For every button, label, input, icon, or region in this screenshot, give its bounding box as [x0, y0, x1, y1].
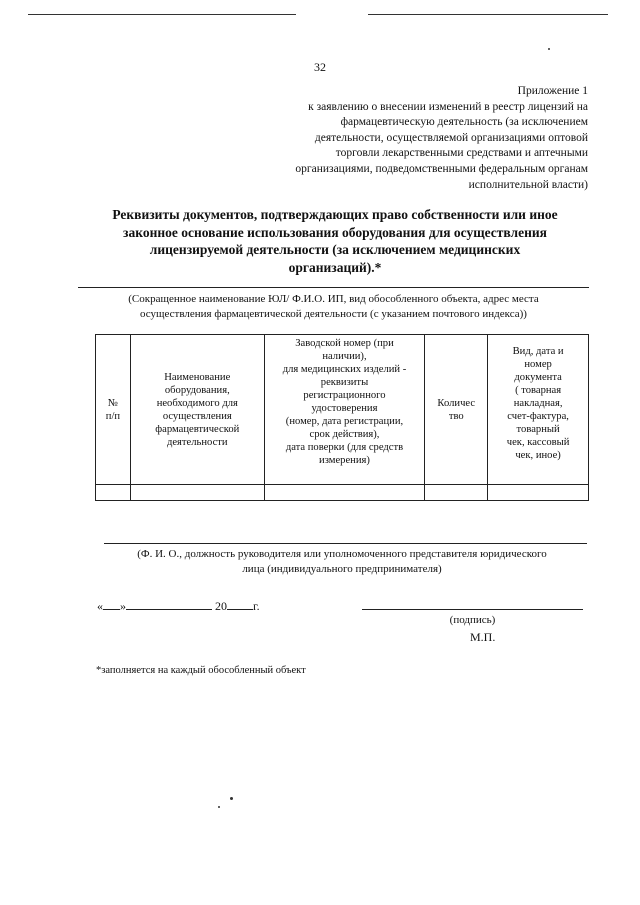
signatory-fill-line[interactable] — [104, 543, 587, 544]
document-title — [80, 206, 590, 276]
day-field[interactable] — [103, 596, 120, 610]
month-field[interactable] — [126, 596, 212, 610]
col-header-equipment-name: Наименование оборудования, необходимого для осуществления фармацевтической деятельности — [130, 335, 264, 485]
table-cell-quantity[interactable] — [425, 485, 488, 501]
col-header-quantity: Количес тво — [425, 335, 488, 485]
title-line: Реквизиты документов, подтверждающих право собственности или иное — [112, 207, 558, 222]
signature-label: (подпись) — [449, 614, 496, 626]
scan-speck — [548, 48, 550, 50]
organization-caption — [78, 292, 589, 321]
org-caption-line: (Сокращенное наименование ЮЛ/ Ф.И.О. ИП, вид обособленного объекта, адрес места — [128, 293, 539, 305]
date-line — [97, 596, 260, 614]
title-line: лицензируемой деятельности (за исключением медицинских — [149, 242, 521, 257]
signatory-caption — [95, 547, 589, 577]
footnote: *заполняется на каждый обособленный объект — [96, 665, 306, 676]
table-cell-number[interactable] — [96, 485, 131, 501]
table-cell-equipment-name[interactable] — [130, 485, 264, 501]
appendix-line: Приложение 1 — [517, 85, 588, 97]
appendix-line: к заявлению о внесении изменений в реестр лицензий на — [308, 100, 588, 113]
signatory-caption-line: лица (индивидуального предпринимателя) — [242, 563, 442, 575]
year-field[interactable] — [227, 596, 253, 610]
appendix-line: торговли лекарственными средствами и аптечными — [335, 147, 588, 160]
equipment-table — [95, 334, 589, 501]
appendix-line: исполнительной власти) — [468, 178, 588, 191]
appendix-line: деятельности, осуществляемой организациями оптовой — [314, 131, 588, 144]
year-suffix: г. — [253, 599, 260, 613]
scan-speck — [230, 797, 233, 800]
scan-speck — [218, 806, 220, 808]
signature-line[interactable] — [362, 609, 583, 610]
table-row — [96, 485, 589, 501]
col-header-serial-number: Заводской номер (при наличии), для медицинских изделий - реквизиты регистрационного удостоверения (номер, дата регистрации, срок действия), дата поверки (для средств измерения) — [264, 335, 425, 485]
appendix-line: фармацевтическую деятельность (за исключением — [340, 116, 588, 129]
title-line: законное основание использования оборудования для осуществления — [123, 224, 547, 240]
table-header-row — [96, 335, 589, 485]
top-edge-line-left — [28, 14, 296, 15]
title-line: организаций).* — [288, 259, 382, 275]
date-close-quote: » — [120, 599, 126, 613]
date-open-quote: « — [97, 599, 103, 613]
top-edge-line-right — [368, 14, 608, 15]
appendix-line: организациями, подведомственными федеральным органам — [295, 162, 588, 175]
signatory-caption-line: (Ф. И. О., должность руководителя или уполномоченного представителя юридического — [137, 548, 547, 560]
appendix-note — [258, 84, 588, 193]
table-cell-document[interactable] — [488, 485, 589, 501]
col-header-document: Вид, дата и номер документа ( товарная накладная, счет-фактура, товарный чек, кассовый чек, иное) — [488, 335, 589, 485]
page-number: 32 — [314, 60, 326, 74]
col-header-number: № п/п — [96, 335, 131, 485]
stamp-label: М.П. — [470, 630, 496, 644]
organization-fill-line[interactable] — [78, 287, 589, 288]
table-cell-serial-number[interactable] — [264, 485, 425, 501]
year-prefix: 20 — [215, 599, 227, 613]
org-caption-line: осуществления фармацевтической деятельности (с указанием почтового индекса)) — [140, 307, 527, 320]
